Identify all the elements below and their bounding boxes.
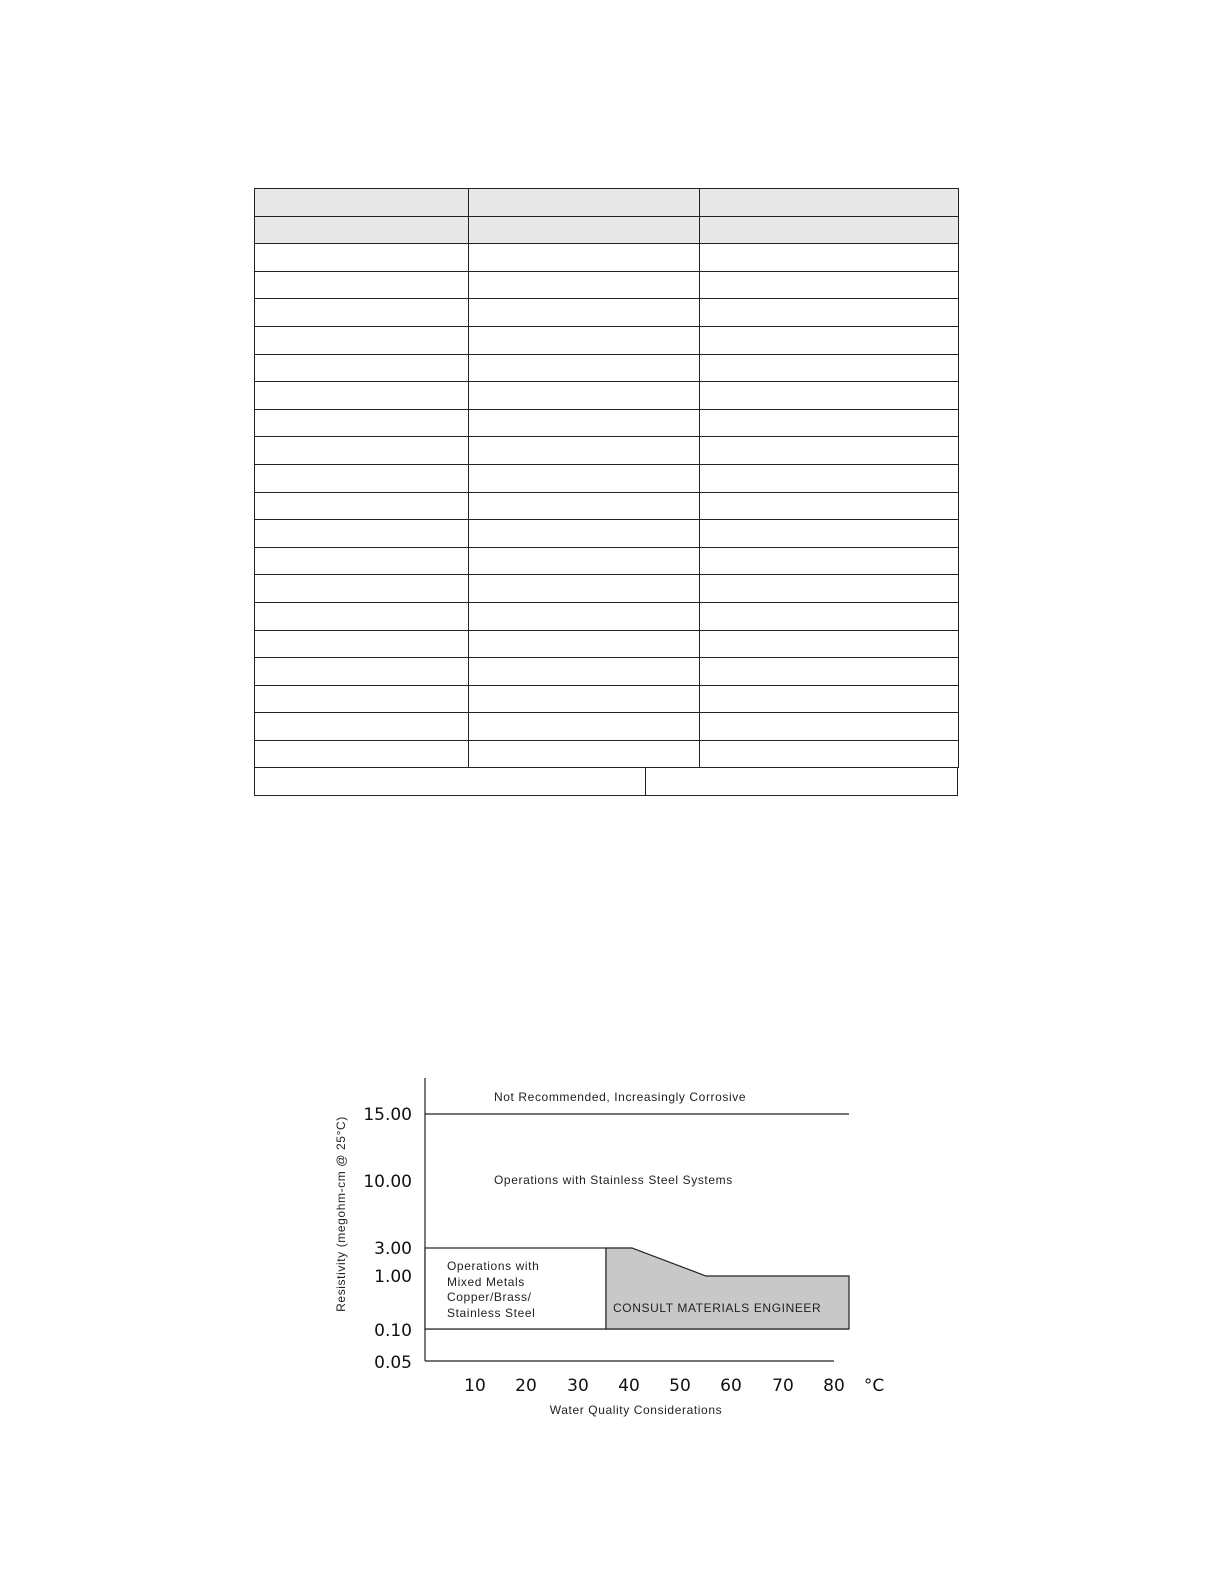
consult-region <box>606 1248 849 1329</box>
x-tick-60: 60 <box>720 1376 742 1396</box>
y-tick-3: 3.00 <box>374 1239 412 1259</box>
x-axis-title: Water Quality Considerations <box>549 1403 723 1417</box>
x-tick-50: 50 <box>669 1376 691 1396</box>
x-tick-40: 40 <box>618 1376 640 1396</box>
y-tick-10: 10.00 <box>363 1172 412 1192</box>
label-stainless: Operations with Stainless Steel Systems <box>494 1173 733 1187</box>
x-unit-label: °C <box>863 1376 885 1396</box>
y-tick-15: 15.00 <box>363 1105 412 1125</box>
x-tick-10: 10 <box>464 1376 486 1396</box>
label-mixed-3: Copper/Brass/ <box>447 1290 532 1304</box>
label-mixed-2: Mixed Metals <box>447 1275 525 1289</box>
x-tick-20: 20 <box>515 1376 537 1396</box>
label-not-recommended: Not Recommended, Increasingly Corrosive <box>494 1090 747 1104</box>
label-mixed-4: Stainless Steel <box>447 1306 536 1320</box>
label-consult: CONSULT MATERIALS ENGINEER <box>613 1301 822 1315</box>
y-axis-title: Resistivity (megohm-cm @ 25°C) <box>334 1116 348 1312</box>
x-tick-80: 80 <box>823 1376 845 1396</box>
x-tick-30: 30 <box>567 1376 589 1396</box>
y-tick-0-05: 0.05 <box>374 1353 412 1373</box>
y-tick-1: 1.00 <box>374 1267 412 1287</box>
x-tick-70: 70 <box>772 1376 794 1396</box>
y-tick-0-10: 0.10 <box>374 1321 412 1341</box>
label-mixed-1: Operations with <box>447 1259 540 1273</box>
